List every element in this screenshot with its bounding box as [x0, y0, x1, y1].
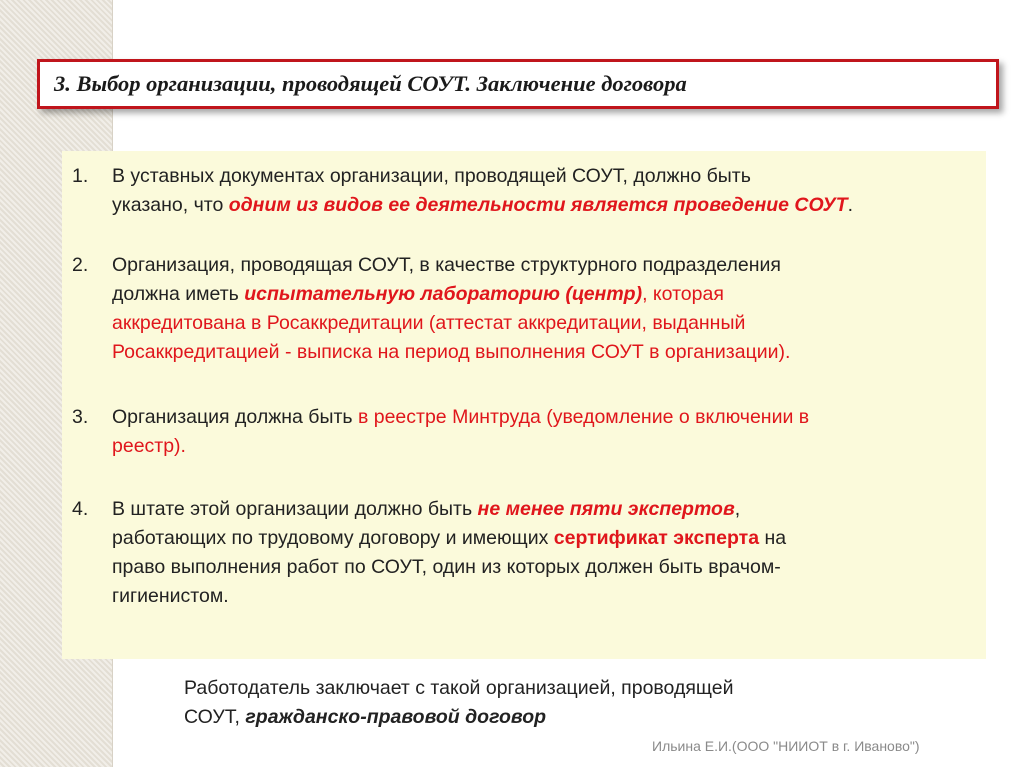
text-line — [112, 403, 968, 432]
author-credit: Ильина Е.И.(ООО "НИИОТ в г. Иваново") — [652, 738, 920, 754]
highlighted-text: , которая — [642, 283, 724, 305]
title-box — [37, 59, 999, 109]
text-run: гигиенистом. — [112, 585, 229, 607]
list-item-number: 4. — [72, 498, 89, 520]
text-line — [112, 309, 968, 338]
text-run: указано, что — [112, 194, 229, 216]
text-run: работающих по трудовому договору и имеющих — [112, 527, 554, 549]
text-run: право выполнения работ по СОУТ, один из которых должен быть врачом- — [112, 556, 781, 578]
highlighted-text: аккредитована в Росаккредитации (аттестат аккредитации, выданный — [112, 312, 746, 334]
highlighted-text: реестр). — [112, 435, 186, 457]
text-run: В уставных документах организации, проводящей СОУТ, должно быть — [112, 165, 751, 187]
list-item-text — [112, 495, 968, 611]
text-run: на — [759, 527, 787, 549]
list-item-number: 2. — [72, 254, 89, 276]
highlighted-text: гражданско-правовой договор — [245, 706, 547, 728]
highlighted-text: одним из видов ее деятельности является проведение СОУТ — [228, 194, 848, 216]
slide-title: 3. Выбор организации, проводящей СОУТ. Заключение договора — [54, 71, 687, 96]
text-run: , — [734, 498, 741, 520]
text-line — [112, 338, 968, 367]
list-item-number: 3. — [72, 406, 89, 428]
highlighted-text: Росаккредитацией - выписка на период выполнения СОУТ в организации). — [112, 341, 791, 363]
text-line — [184, 674, 884, 703]
text-line — [112, 553, 968, 582]
list-item-text — [112, 162, 968, 220]
text-line — [112, 495, 968, 524]
text-line — [112, 524, 968, 553]
text-run: Организация, проводящая СОУТ, в качестве структурного подразделения — [112, 254, 781, 276]
text-run: СОУТ, — [184, 706, 246, 728]
text-run: должна иметь — [112, 283, 245, 305]
text-line — [112, 432, 968, 461]
text-line — [112, 191, 968, 220]
text-run: Работодатель заключает с такой организацией, проводящей — [184, 677, 734, 699]
text-run: В штате этой организации должно быть — [112, 498, 478, 520]
text-line — [112, 582, 968, 611]
text-run: . — [847, 194, 853, 216]
highlighted-text: испытательную лабораторию (центр) — [244, 283, 643, 305]
footer-note — [184, 674, 884, 732]
text-line — [112, 280, 968, 309]
list-item-number: 1. — [72, 165, 89, 187]
requirements-box — [62, 151, 986, 659]
list-item-text — [112, 251, 968, 367]
highlighted-text: в реестре Минтруда (уведомление о включении в — [357, 406, 810, 428]
highlighted-text: сертификат эксперта — [553, 527, 760, 549]
text-run: Организация должна быть — [112, 406, 358, 428]
list-item-text — [112, 403, 968, 461]
highlighted-text: не менее пяти экспертов — [477, 498, 735, 520]
text-line — [112, 162, 968, 191]
text-line — [184, 703, 884, 732]
text-line — [112, 251, 968, 280]
